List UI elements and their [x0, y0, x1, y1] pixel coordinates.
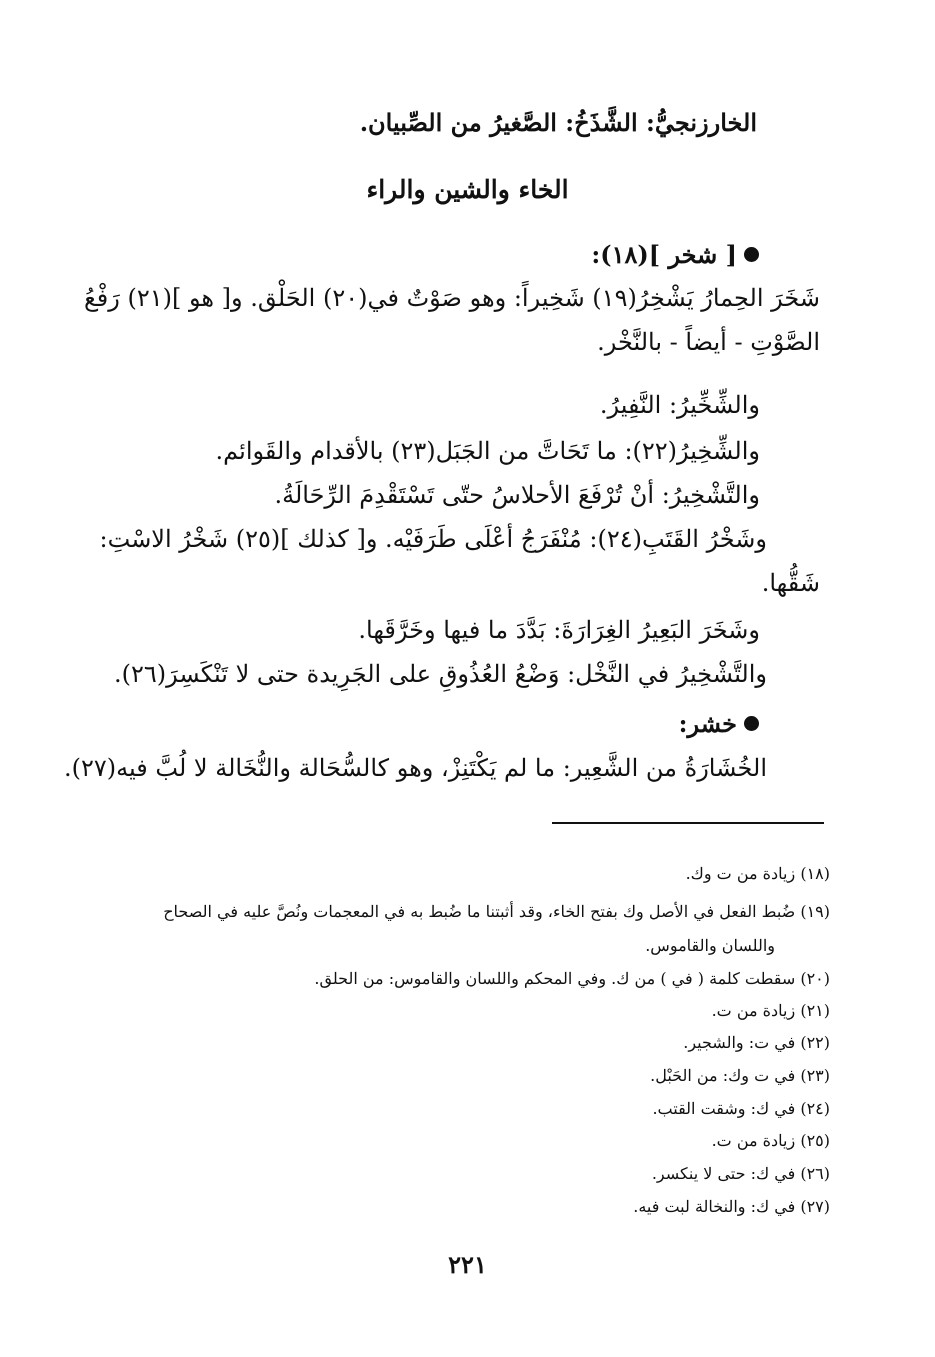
body-line-6: والشِّخِيرُ(٢٢): ما تَحَاتَّ من الجَبَل(٢٣) بالأقدام والقَوائم.	[215, 437, 760, 465]
footnote-22: (٢٢) في ت: والشجير.	[683, 1033, 830, 1052]
body-line-3: شَخَرَ الحِمارُ يَشْخِرُ(١٩) شَخِيراً: وهو صَوْتٌ في(٢٠) الحَلْق. و[ هو ](٢١) رَفْعُ	[84, 284, 820, 312]
body-line-8: وشَخْرُ القَتَبِ(٢٤): مُنْفَرَجُ أعْلَى طَرَفَيْه. و[ كذلك ](٢٥) شَخْرُ الاسْتِ:	[99, 525, 767, 553]
footnote-19-line-2: واللسان والقاموس.	[645, 936, 775, 955]
bullet-icon	[744, 716, 759, 731]
entry-khashr-heading	[679, 707, 759, 741]
body-line-7: والتَّشْخِيرُ: أنْ تُرْفَعَ الأحلاسُ حتّى تَسْتَقْدِمَ الرِّحَالَةُ.	[274, 481, 760, 509]
footnote-27: (٢٧) في ك: والنخالة لبت فيه.	[633, 1197, 830, 1216]
footnote-20: (٢٠) سقطت كلمة ( في ) من ك. وفي المحكم واللسان والقاموس: من الحلق.	[314, 969, 830, 988]
body-line-13: الخُشَارَةُ من الشَّعِير: ما لم يَكْتَنِزْ، وهو كالسُّحَالة والنُّخَالة لا لُبَّ فيه(٢٧).	[64, 754, 767, 782]
bullet-icon	[744, 247, 759, 262]
body-line-10: وشَخَرَ البَعِيرُ الغِرَارَةَ: بَدَّدَ ما فيها وخَرَّقَها.	[358, 616, 760, 644]
footnote-19-line-1: (١٩) ضُبط الفعل في الأصل وك بفتح الخاء، وقد أثبتنا ما ضُبط به في المعجمات ونُصَّ عليه في الصحاح	[163, 902, 830, 921]
body-line-1: الخارزنجيُّ: الشَّذَخُ: الصَّغيرُ من الصِّبيان.	[359, 108, 757, 137]
page-number: ٢٢١	[448, 1250, 487, 1279]
footnote-divider	[552, 822, 824, 824]
footnote-23: (٢٣) في ت وك: من الحَبْل.	[650, 1066, 830, 1085]
footnote-26: (٢٦) في ك: حتى لا ينكسر.	[651, 1164, 830, 1183]
body-line-4: الصَّوْتِ - أيضاً - بالنَّخْر.	[597, 328, 820, 356]
entry-khashr-head-text: خشر:	[678, 709, 737, 738]
footnote-24: (٢٤) في ك: وشقت القتب.	[652, 1099, 830, 1118]
footnote-21: (٢١) زيادة من ت.	[711, 1001, 830, 1020]
footnote-25: (٢٥) زيادة من ت.	[711, 1131, 830, 1150]
entry-shakhr-heading	[591, 238, 759, 272]
body-line-11: والتَّشْخِيرُ في النَّخْل: وَضْعُ العُذُوقِ على الجَرِيدة حتى لا تَنْكَسِرَ(٢٦).	[114, 660, 767, 688]
body-line-5: والشِّخِّيرُ: النَّفِيرُ.	[599, 391, 760, 419]
body-line-9: شَقُّها.	[761, 569, 820, 597]
footnote-18: (١٨) زيادة من ت وك.	[685, 864, 830, 883]
entry-shakhr-head-text: [ شخر ](١٨):	[591, 240, 737, 269]
section-heading: الخاء والشين والراء	[366, 175, 569, 204]
